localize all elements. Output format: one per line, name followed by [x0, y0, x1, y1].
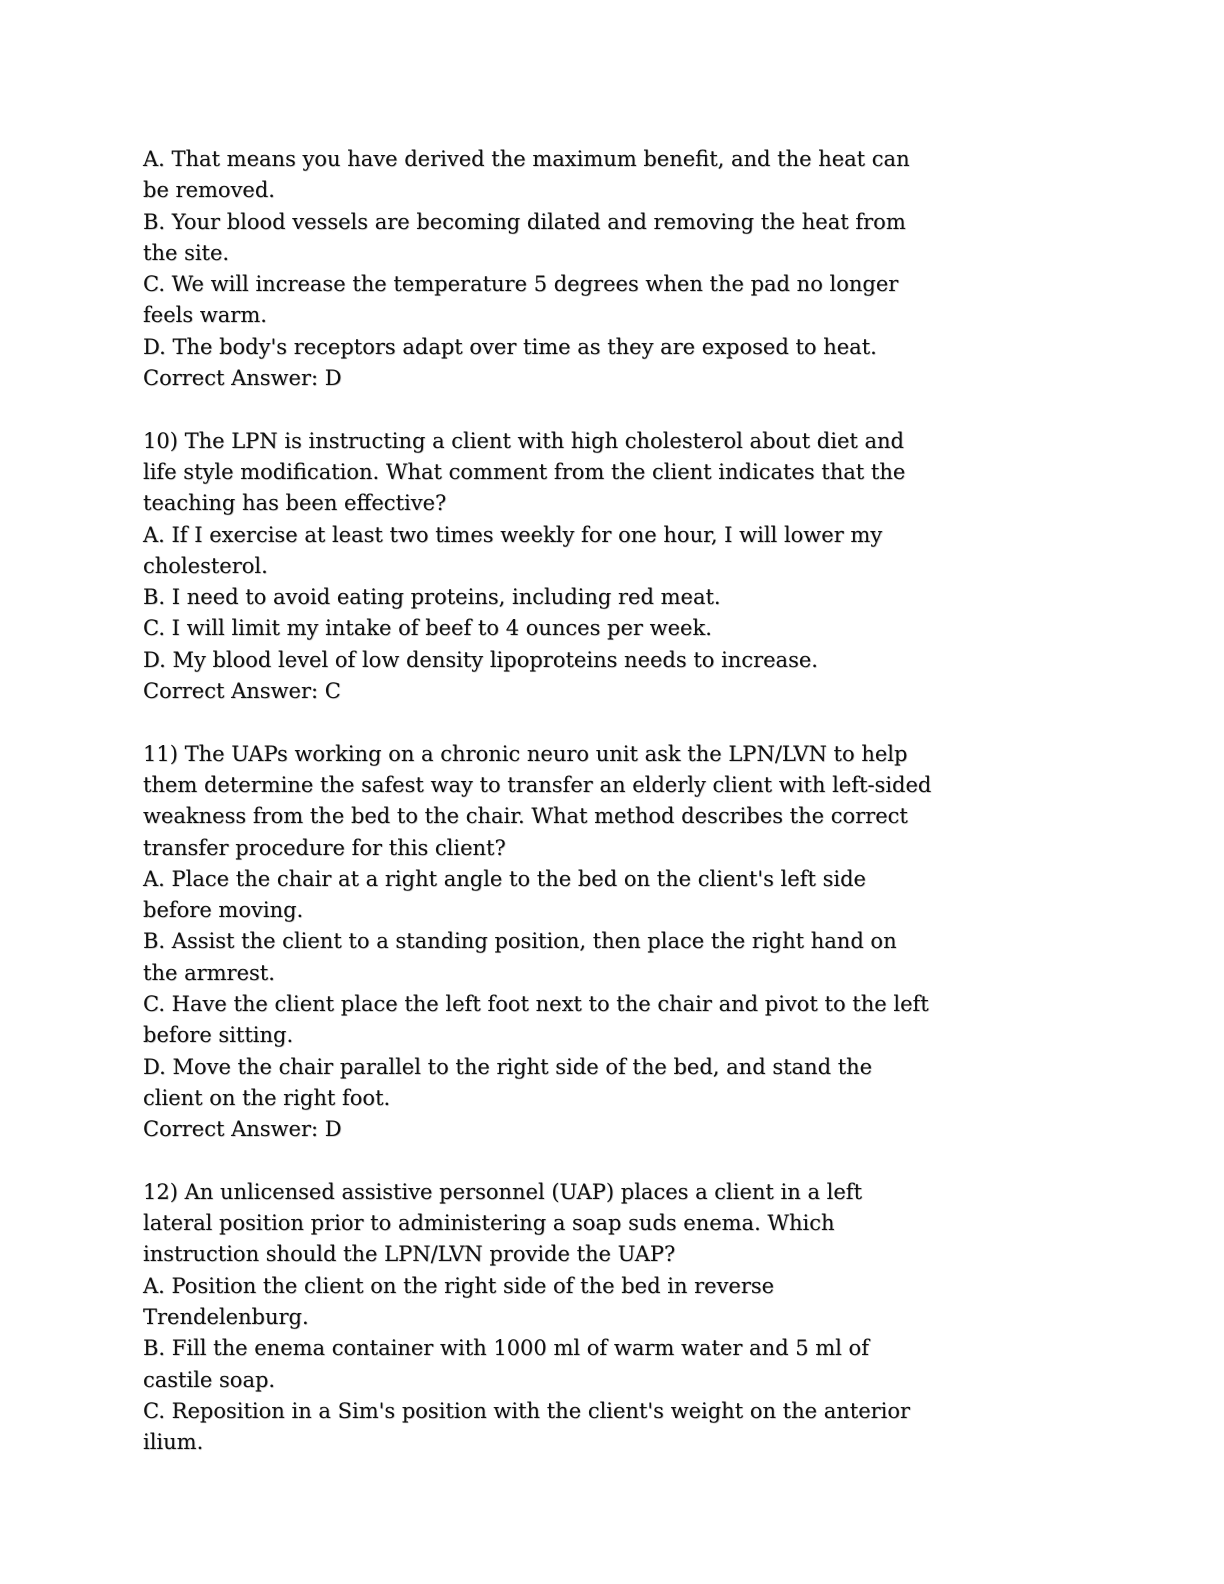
question-block-10 — [143, 426, 933, 708]
option-b: B. Your blood vessels are becoming dilated and removing the heat from the site. — [143, 209, 906, 265]
option-b: B. Fill the enema container with 1000 ml of warm water and 5 ml of castile soap. — [143, 1336, 869, 1392]
option-a: A. Place the chair at a right angle to the bed on the client's left side before moving. — [143, 866, 866, 923]
correct-answer: Correct Answer: C — [143, 679, 341, 704]
option-a: A. If I exercise at least two times weekly for one hour, I will lower my cholesterol. — [143, 522, 883, 578]
option-c: C. I will limit my intake of beef to 4 ounces per week. — [143, 616, 712, 641]
option-b: B. I need to avoid eating proteins, including red meat. — [143, 585, 721, 610]
question-text: 12) An unlicensed assistive personnel (UAP) places a client in a left lateral position prior to administering a soap suds enema. Which instruction should the LPN/LVN provide the UAP? — [143, 1179, 863, 1267]
question-text: 10) The LPN is instructing a client with high cholesterol about diet and life style modification. What comment from the client indicates that the teaching has been effective? — [143, 428, 906, 516]
option-d: D. The body's receptors adapt over time as they are exposed to heat. — [143, 334, 877, 359]
correct-answer: Correct Answer: D — [143, 1117, 342, 1142]
option-c: C. Have the client place the left foot next to the chair and pivot to the left before sitting. — [143, 992, 929, 1048]
option-b: B. Assist the client to a standing position, then place the right hand on the armrest. — [143, 929, 897, 985]
option-c: C. We will increase the temperature 5 degrees when the pad no longer feels warm. — [143, 272, 899, 328]
option-a: A. Position the client on the right side of the bed in reverse Trendelenburg. — [143, 1273, 775, 1329]
option-d: D. My blood level of low density lipoproteins needs to increase. — [143, 647, 818, 672]
question-block-prev — [143, 144, 933, 394]
question-block-11 — [143, 739, 933, 1146]
option-a: A. That means you have derived the maximum benefit, and the heat can be removed. — [143, 147, 910, 203]
question-block-12 — [143, 1177, 933, 1459]
document-page — [143, 144, 933, 1458]
question-text: 11) The UAPs working on a chronic neuro unit ask the LPN/LVN to help them determine the safest way to transfer an elderly client with left-sided weakness from the bed to the chair. What method describes the correct transfer procedure for this client? — [143, 741, 932, 860]
correct-answer: Correct Answer: D — [143, 366, 342, 391]
option-d: D. Move the chair parallel to the right side of the bed, and stand the client on the right foot. — [143, 1054, 873, 1110]
option-c: C. Reposition in a Sim's position with the client's weight on the anterior ilium. — [143, 1398, 911, 1455]
